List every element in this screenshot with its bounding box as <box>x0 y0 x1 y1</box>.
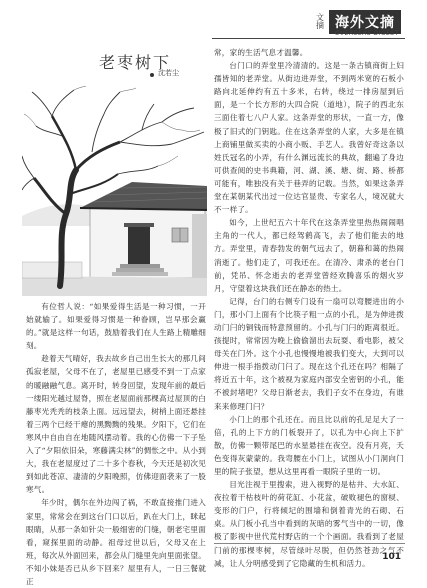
author-bullet-icon <box>150 73 154 77</box>
left-paragraph-1: 有位哲人说：“如果爱得生活是一种习惯，一开始就输了。如果爱得习惯是一种眷顾，岂早那会赢的。”就是这样一句话，鼓励着我们在人生路上精雕细刻。 <box>26 302 206 351</box>
right-column-text <box>214 46 404 570</box>
masthead-title: 海外文摘 <box>329 10 401 34</box>
masthead-small-label: 文摘 <box>316 13 324 30</box>
left-paragraph-2: 趁着天气晴好，我去故乡自己出生长大的那几间孤寂老屋，父母不在了，老屋里已感受不到一丁点家的暖融融气息。离开时，转身回望，发现年前的最后一缕阳光越过屋脊，照在老屋面前那棵高过屋顶的白藤枣光秃秃的枝条上面。远远望去，树梢上面还悬挂着三两个已经干瘪的黑黝黝的残果。夕阳下，它们在寒风中自由自在地随风摆动着。我的心仿佛一下子坠入了“夕阳依旧朵，寒藤满尖林”的惆怅之中。从小到大，我在老屋度过了二十多个春秋，今天还是初次见到如此苍凉、凄清的夕阳晚照，仿佛迎面袭来了一股寒气。 <box>26 354 206 495</box>
article-title: 老枣树下 <box>98 53 171 72</box>
header-divider <box>212 38 405 39</box>
masthead-subtitle: OVERSEAS DIGEST <box>334 30 399 37</box>
right-paragraph-5: 小门上的那个孔还在。而且比以前的孔足足大了一倍，孔的上下方的门板裂开了，以孔为中心向上下扩散，仿佛一颗带尾巴的水星悬挂在夜空。没有月亮，夭色变得灰蒙蒙的。我弯腰在小门上，试图从小门洞向门里的院子张望，想从这里再看一眼院子里的一切。 <box>214 414 404 476</box>
jujube-tree-illustration <box>22 86 207 296</box>
right-paragraph-3: 如今，上世纪五六十年代在这条弄堂里热热闹闹唱主角的一代人，都已经驾鹤高飞，去了他们能去的地方。弄堂里，青春勃发的朝气远去了，朝暮和蔼的热闹消逝了。他们走了，可我还在。在清冷、肃杀的老台门前，凭吊、怀念逝去的老弄堂曾经欢腾喜乐的烟火岁月，守望着这块我们还在静态的热土。 <box>214 218 404 293</box>
right-paragraph-1: 常，家的生活气息才温馨。 <box>214 48 308 57</box>
footer-divider <box>214 543 405 544</box>
left-paragraph-3: 年少时，偶尔在外边闯了祸，不敢直接推门进入家里，常常会在到这台门口以后，趴在大门上，眯起眼睛，从那一条如针尖一般细密的门缝，朝老宅里面看，窥探里面的动静。祖母过世以后，父母又在上班，每次从外面回来，都会从门缝里先向里面张望。不知小妹是否已从乡下回来？屋里有人，一日三餐就正 <box>26 498 206 586</box>
left-column-text <box>26 300 206 588</box>
right-paragraph-6: 目光注视于里搜索，进入视野的是枯井、大水缸、夜拉着干枯枝叶的荷花缸、小花盆，破败褪色的窗棂、变形的门户，行将倾圮的围墙和倒着青光的石砌、石桌。从门板小孔当中看到的灰暗的雾气当中的一切，像极了影视中世代荒村野店的一个个画面。我看到了老屋门前的那棵枣树，尽管绿叶尽脱，但仍然苍劲之气不减，让人分明感受到了它隐藏的生机和活力。 <box>214 480 404 568</box>
page-number: 101 <box>382 552 401 562</box>
right-paragraph-4: 记得，台门的右侧专门设有一扇可以弯腰进出的小门，那小门上面有个比筷子粗一点的小孔，是为伸进拨动门闩的铜钱而特意预留的。小孔与门闩的距离很近。孩提时，常常因为晚上偷偷溜出去玩耍、看电影，被父母关在门外。这个小孔也慢慢地被我们变大，大到可以伸进一根手指拨动门闩了。现在这个孔还在吗？相隔了将近五十年，这个被视为家庭内部安全密钥的小孔，能不被封堵吧？父母日渐老去，我们子女不在身边，有谁来来修理门闩？ <box>214 296 404 411</box>
right-paragraph-2: 台门口的弄堂里冷清清的。这是一条古镇商街上妇孺皆知的老弄堂。从街边进弄堂，不到两米宽的石板小路向北延伸约有五十多米，右转，绕过一排房屋到后面，是一个长方形的大四合院（道地），院子的西北东三面住着七八户人家。这条弄堂的形状，一直一方，像极了旧式的门钥匙。住在这条弄堂的人家，大多是在镇上商铺里做买卖的小商小贩、手艺人。我曾好奇这条以姓氏冠名的小弄，有什么渊远流长的典故，翻遍了身边可供查阅的史书典籍，河、湖、溪、塘、街、路、桥都可能有，唯独没有关于巷弄的记载。当然，如果这条弄堂在某朝某代出过一位达官显贵、专家名人，境况就大不一样了。 <box>214 61 404 215</box>
article-author: 沈若尘 <box>158 69 179 77</box>
